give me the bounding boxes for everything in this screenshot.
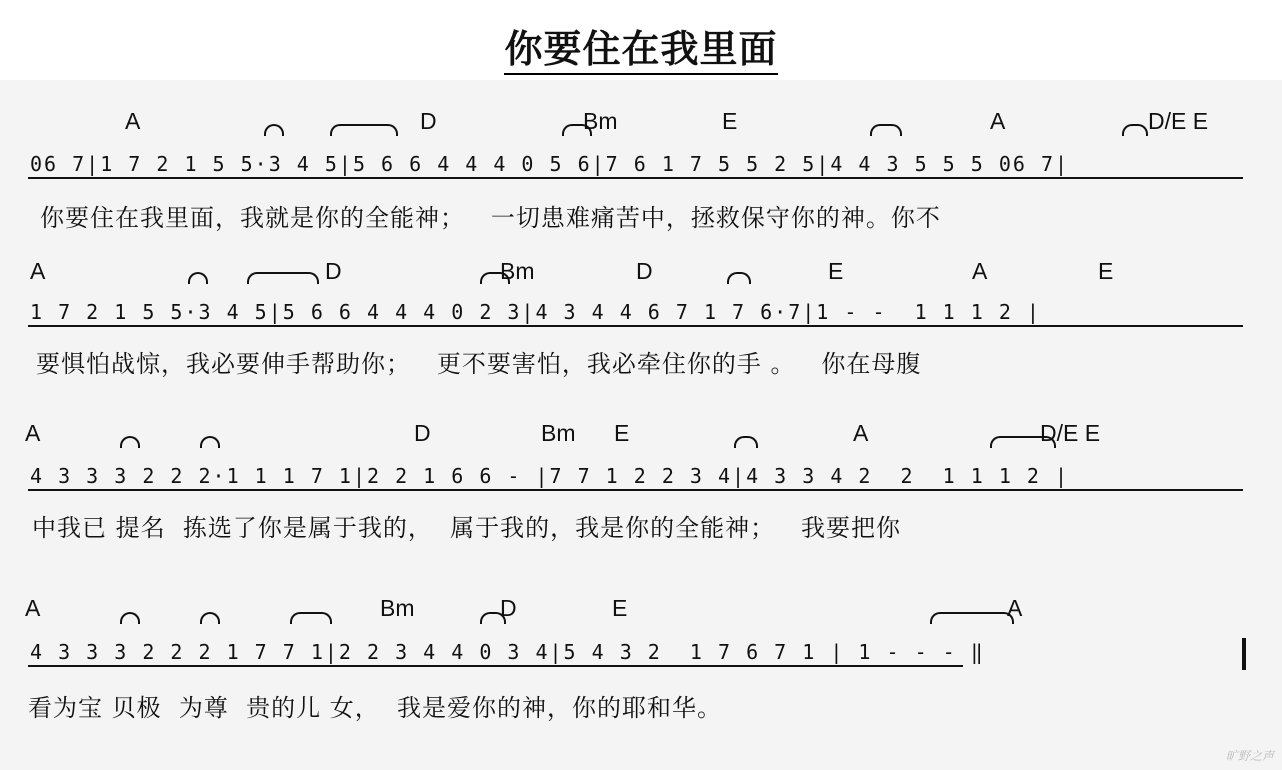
chord: E: [1098, 258, 1114, 284]
song-title: [0, 18, 1282, 73]
song-title-text: 你要住在我里面: [504, 26, 777, 75]
chord: E: [828, 258, 844, 284]
chord: A: [30, 258, 46, 284]
triplet-mark: [330, 124, 398, 136]
lyrics-line: 中我已 提名 拣选了你是属于我的， 属于我的，我是你的全能神； 我要把你: [32, 514, 902, 542]
beam-line: [28, 325, 1243, 327]
slur-mark: [562, 124, 592, 136]
final-barline: [1242, 638, 1246, 670]
lyrics-line: 要惧怕战惊，我必要伸手帮助你； 更不要害怕，我必牵住你的手 。 你在母腹: [36, 350, 922, 378]
chord: A: [990, 108, 1006, 134]
chord: D/E E: [1148, 108, 1209, 134]
chord: Bm: [380, 595, 415, 621]
chord: Bm: [583, 108, 618, 134]
chord: D: [420, 108, 437, 134]
slur-mark: [990, 436, 1056, 448]
slur-mark: [480, 612, 506, 624]
jianpu-notes: 4 3 3 3 2 2 2 1 7 7 1|2 2 3 4 4 0 3 4|5 4 3 2 1 7 6 7 1 | 1 - - - ‖: [30, 640, 985, 664]
beam-line: [28, 665, 963, 667]
chord: A: [853, 420, 869, 446]
chord: D/E E: [1040, 420, 1101, 446]
watermark-logo: 旷野之声: [1225, 749, 1274, 763]
slur-mark: [727, 272, 751, 284]
chord: A: [972, 258, 988, 284]
slur-mark: [1122, 124, 1148, 136]
lyrics-line: 看为宝 贝极 为尊 贵的儿 女， 我是爱你的神，你的耶和华。: [28, 694, 723, 722]
chord: Bm: [541, 420, 576, 446]
chord: D: [636, 258, 653, 284]
chord: D: [414, 420, 431, 446]
beam-line: [28, 489, 1243, 491]
slur-mark: [870, 124, 902, 136]
chord: E: [614, 420, 630, 446]
chord: D: [325, 258, 342, 284]
chord: E: [612, 595, 628, 621]
chord: A: [1007, 595, 1023, 621]
chord: A: [25, 595, 41, 621]
chord: Bm: [500, 258, 535, 284]
beam-line: [28, 177, 1243, 179]
chord: A: [25, 420, 41, 446]
triplet-mark: [247, 272, 319, 284]
slur-mark: [480, 272, 510, 284]
slur-mark: [734, 436, 758, 448]
chord: A: [125, 108, 141, 134]
lyrics-line: 你要住在我里面，我就是你的全能神； 一切患难痛苦中，拯救保守你的神。你不: [40, 204, 941, 232]
jianpu-notes: 06 7|1 7 2 1 5 5·3 4 5|5 6 6 4 4 4 0 5 6|7 6 1 7 5 5 2 5|4 4 3 5 5 5 06 7|: [30, 152, 1070, 176]
chord: E: [722, 108, 738, 134]
jianpu-notes: 4 3 3 3 2 2 2·1 1 1 7 1|2 2 1 6 6 - |7 7 1 2 2 3 4|4 3 3 4 2 2 1 1 1 2 |: [30, 464, 1070, 488]
jianpu-notes: 1 7 2 1 5 5·3 4 5|5 6 6 4 4 4 0 2 3|4 3 4 4 6 7 1 7 6·7|1 - - 1 1 1 2 |: [30, 300, 1041, 324]
slur-mark: [290, 612, 332, 624]
slur-mark: [930, 612, 1014, 624]
chord: D: [500, 595, 517, 621]
